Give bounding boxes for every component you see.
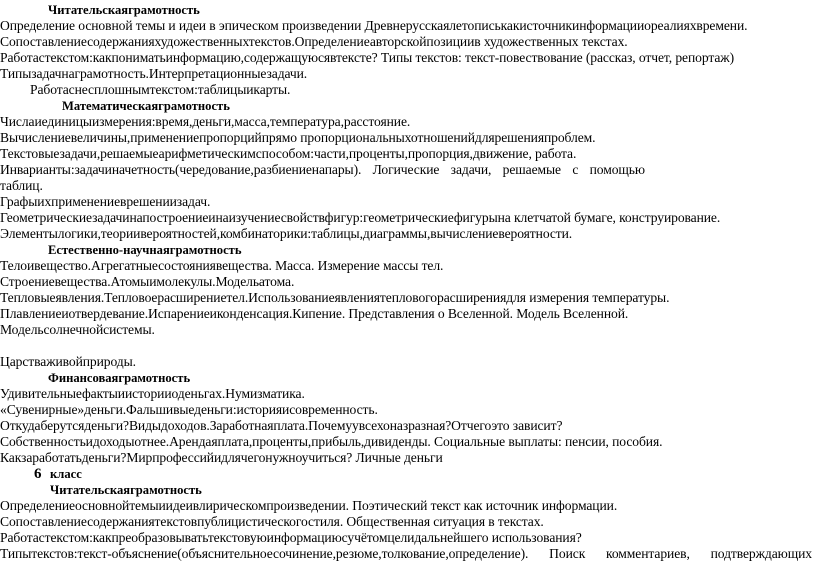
grade-number: 6 bbox=[34, 466, 42, 482]
text-line: Откудаберутсяденьги?Видыдоходов.Заработнаяплата.Почемуувсехоназразная?Отчегоэто зависит? bbox=[0, 418, 563, 433]
word: Инварианты:задачиначетность(чередование,разбиениенапары). bbox=[0, 162, 362, 177]
text-line: Числаиединицыизмерения:время,деньги,масса,температура,расстояние. bbox=[0, 114, 411, 129]
text-line: Графыихприменениеврешениизадач. bbox=[0, 194, 211, 209]
section-heading-math: Математическаяграмотность bbox=[62, 99, 230, 113]
text-line: Работаснесплошнымтекстом:таблицыикарты. bbox=[30, 82, 291, 97]
text-line: Определение основной темы и идеи в эпическом произведении Древнерусскаялетописькакисточникинформацииореалияхвремени. bbox=[0, 18, 748, 33]
word: комментариев, bbox=[606, 546, 690, 561]
text-line: Телоивещество.Агрегатныесостояниявещества. Масса. Измерение массы тел. bbox=[0, 258, 444, 273]
word: Типытекстов:текст-объяснение(объяснительноесочинение,резюме,толкование,определение). bbox=[0, 546, 529, 561]
text-line: Типызадачнаграмотность.Интерпретационныезадачи. bbox=[0, 66, 308, 81]
word: решаемые bbox=[502, 162, 561, 177]
justified-line bbox=[0, 162, 645, 178]
word: Логические bbox=[372, 162, 440, 177]
text-line: Сопоставлениесодержанияхудожественныхтекстов.Определениеавторскойпозициив художественных текстах. bbox=[0, 34, 628, 49]
text-line: Работастекстом:какпониматьинформацию,содержащуюсявтексте? Типы текстов: текст-повествование (рассказ, отчет, репортаж) bbox=[0, 50, 735, 65]
section-heading-reading-2: Читательскаяграмотность bbox=[50, 483, 202, 497]
section-heading-reading: Читательскаяграмотность bbox=[48, 3, 200, 17]
section-heading-finance: Финансоваяграмотность bbox=[48, 371, 191, 385]
word: подтверждающих bbox=[710, 546, 812, 561]
text-line: Элементылогики,теориивероятностей,комбинаторики:таблицы,диаграммы,вычислениевероятности. bbox=[0, 226, 573, 241]
text-line: Плавлениеиотвердевание.Испарениеиконденсация.Кипение. Представления о Вселенной. Модель Вселенной. bbox=[0, 306, 629, 321]
text-line: Определениеосновнойтемыиидеивлирическомпроизведении. Поэтический текст как источник информации. bbox=[0, 498, 618, 513]
text-line: Работастекстом:какпреобразовыватьтекстовуюинформациюсучётомцелидальнейшего использования? bbox=[0, 530, 582, 545]
text-line: Строениевещества.Атомыимолекулы.Модельатома. bbox=[0, 274, 295, 289]
text-line: таблиц. bbox=[0, 178, 43, 193]
text-line: Царстваживойприроды. bbox=[0, 354, 136, 369]
grade-label: класс bbox=[50, 467, 82, 481]
text-line: Собственностьидоходыотнее.Арендаяплата,проценты,прибыль,дивиденды. Социальные выплаты: пенсии, пособия. bbox=[0, 434, 663, 449]
word: Поиск bbox=[549, 546, 586, 561]
text-line: Какзаработатьденьги?Мирпрофессийидлячегонужноучиться? Личные деньги bbox=[0, 450, 443, 465]
text-line: Текстовыезадачи,решаемыеарифметическимспособом:части,проценты,пропорция,движение, работа. bbox=[0, 146, 577, 161]
text-line: Вычислениевеличины,применениепропорцийпрямо пропорциональныхотношенийдлярешенияпроблем. bbox=[0, 130, 596, 145]
word: с bbox=[572, 162, 579, 177]
text-line: Удивительныефактыиисторииоденьгах.Нумизматика. bbox=[0, 386, 305, 401]
text-line: Модельсолнечнойсистемы. bbox=[0, 322, 155, 337]
word: задачи, bbox=[450, 162, 492, 177]
text-line: Тепловыеявления.Тепловоерасширениетел.Использованиеявлениятепловогорасширениядля измерения температуры. bbox=[0, 290, 670, 305]
text-line: Сопоставлениесодержаниятекстовпублицистическогостиля. Общественная ситуация в текстах. bbox=[0, 514, 544, 529]
word: помощью bbox=[589, 162, 645, 177]
section-heading-science: Естественно-научнаяграмотность bbox=[48, 243, 242, 257]
text-line: Геометрическиезадачинапостроениеинаизучениесвойствфигур:геометрическиефигурына клетчатой бумаге, конструирование. bbox=[0, 210, 721, 225]
justified-line bbox=[0, 546, 812, 562]
text-line: «Сувенирные»деньги.Фальшивыеденьги:историяисовременность. bbox=[0, 402, 378, 417]
